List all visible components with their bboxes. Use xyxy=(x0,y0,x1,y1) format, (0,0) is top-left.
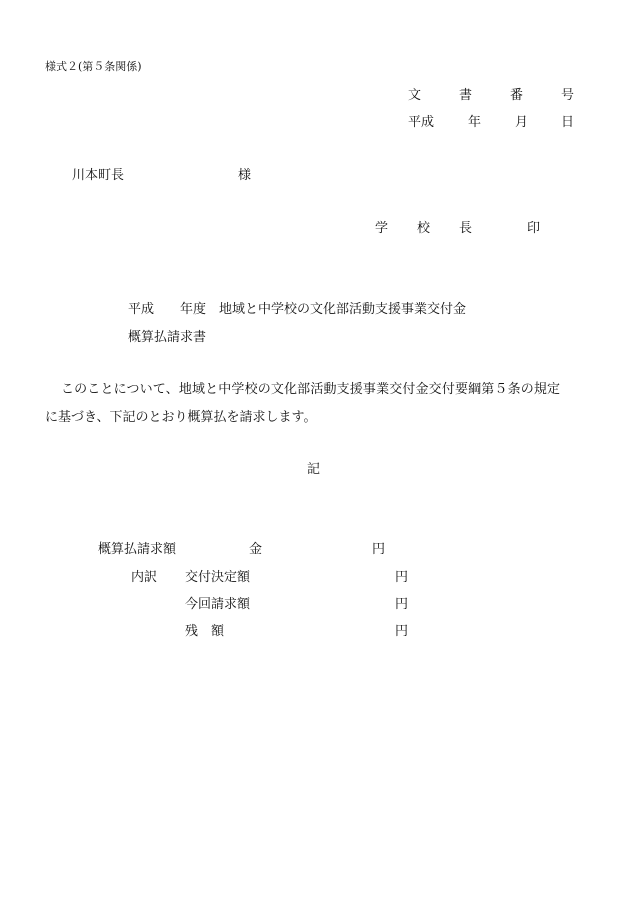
breakdown-item-label: 今回請求額 xyxy=(185,597,251,612)
breakdown-item-label: 交付決定額 xyxy=(185,570,251,585)
seal-mark: 印 xyxy=(527,221,541,236)
addressee-honorific: 様 xyxy=(238,168,252,183)
date-era: 平成 xyxy=(408,115,435,130)
kin-label: 金 xyxy=(249,542,263,557)
form-code: 様式２(第５条関係) xyxy=(45,60,142,73)
yen-label: 円 xyxy=(395,570,409,585)
date-year: 年 xyxy=(468,115,482,130)
doc-number-char: 書 xyxy=(459,88,473,103)
addressee xyxy=(72,168,252,184)
yen-label: 円 xyxy=(395,624,409,639)
body-text-line2: に基づき、下記のとおり概算払を請求します。 xyxy=(45,410,317,425)
amount-label: 概算払請求額 xyxy=(98,542,177,557)
breakdown-row xyxy=(131,570,409,586)
sender-title-char: 学 xyxy=(375,221,389,236)
breakdown-label: 内訳 xyxy=(131,570,158,585)
sender-title-char: 長 xyxy=(459,221,473,236)
amount-row xyxy=(98,542,386,558)
document-title-line2: 概算払請求書 xyxy=(128,330,207,345)
date-month: 月 xyxy=(515,115,529,130)
addressee-name: 川本町長 xyxy=(72,168,125,183)
body-text-line1: このことについて、地域と中学校の文化部活動支援事業交付金交付要綱第５条の規定 xyxy=(61,382,561,397)
yen-label: 円 xyxy=(395,597,409,612)
ki-heading: 記 xyxy=(307,462,321,477)
sender-title-char: 校 xyxy=(417,221,431,236)
yen-label: 円 xyxy=(372,542,386,557)
doc-number-char: 文 xyxy=(408,88,422,103)
breakdown-item-label: 残 額 xyxy=(185,624,225,639)
doc-number-char: 番 xyxy=(510,88,524,103)
date-day: 日 xyxy=(561,115,575,130)
doc-number-char: 号 xyxy=(561,88,575,103)
document-title-line1: 平成 年度 地域と中学校の文化部活動支援事業交付金 xyxy=(128,302,467,317)
